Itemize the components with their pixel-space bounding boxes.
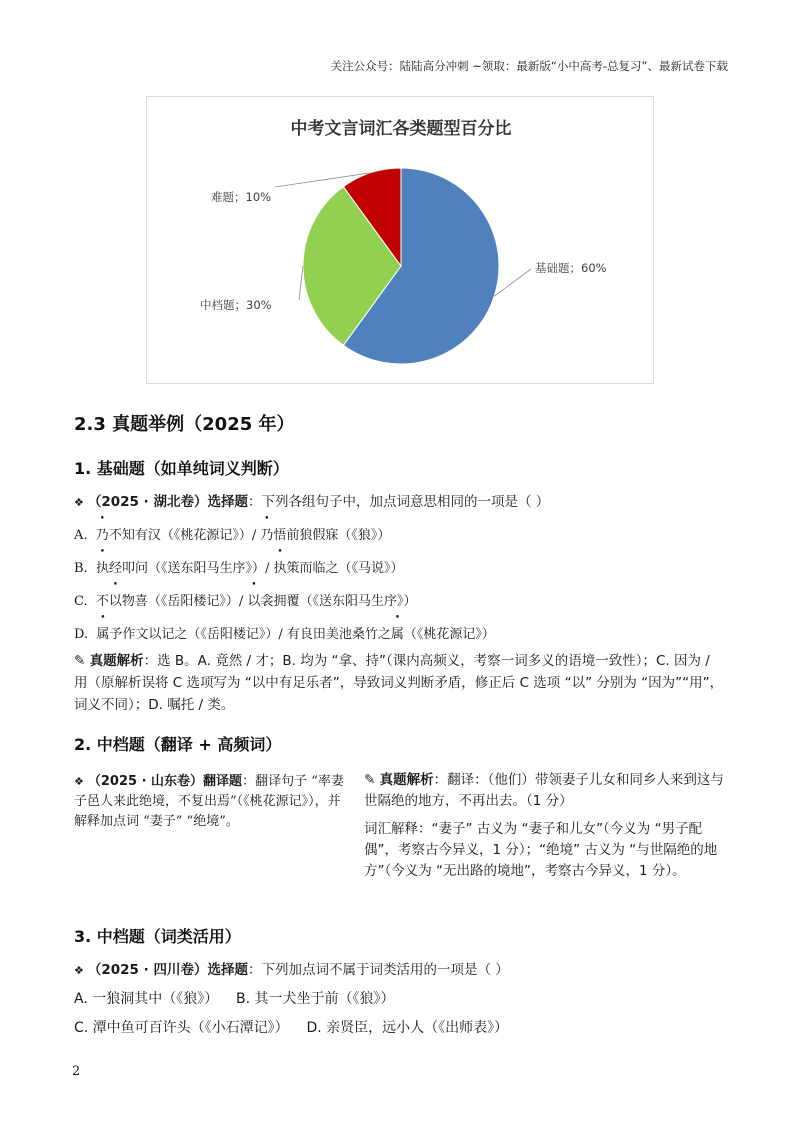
q2-analysis: ✎ 真题解析：翻译：（他们）带领妻子儿女和同乡人来到这与世隔绝的地方，不再出去。（1 分） 词汇解释：“妻子” 古义为 “妻子和儿女”（今义为 “男子配偶”，考察古今异义，1 分）；“绝境” 古义为 “与世隔绝的地方”（今义为 “无出路的境地”，考察古今异义，1 分）。 <box>364 770 728 889</box>
q1-option-a: A. 乃不知有汉（《桃花源记》）/ 乃悟前狼假寐（《狼》） <box>74 528 391 543</box>
page-header: 关注公众号：陆陆高分冲刺 ~领取：最新版“小中高考-总复习”、最新试卷下载 <box>330 59 728 73</box>
section-title: 2.3 真题举例（2025 年） <box>74 414 295 435</box>
dotted-char: 执 <box>95 561 109 576</box>
chart-title: 中考文言词汇各类题型百分比 <box>290 119 512 139</box>
q1-option-d: D. 属予作文以记之（《岳阳楼记》）/ 有良田美池桑竹之属（《桃花源记》） <box>74 627 495 642</box>
q1-source: （2025 · 湖北卷）选择题 <box>87 494 248 510</box>
q1-question <box>74 490 549 510</box>
dotted-char: 乃 <box>95 528 109 543</box>
dotted-char: 乃 <box>260 528 274 543</box>
q1-option-c: C. 不以物喜（《岳阳楼记》）/ 以衾拥覆（《送东阳马生序》） <box>74 594 417 609</box>
q3-option-a: A. 一狼洞其中（《狼》） <box>74 991 219 1007</box>
pie-chart-svg <box>147 97 655 385</box>
q2-heading: 2. 中档题（翻译 + 高频词） <box>74 735 282 754</box>
q3-options-row1 <box>74 988 395 1008</box>
dotted-char: 属 <box>96 627 110 642</box>
q1-heading: 1. 基础题（如单纯词义判断） <box>74 459 289 478</box>
q3-options-row2 <box>74 1017 508 1037</box>
dotted-char: 执 <box>273 561 287 576</box>
dotted-char: 以 <box>108 594 122 609</box>
dotted-char: 属 <box>390 627 404 642</box>
pie-label-基础题: 基础题；60% <box>535 261 607 275</box>
q2-question: ❖ （2025 · 山东卷）翻译题：翻译句子 “率妻子邑人来此绝境，不复出焉”（《桃花源记》），并解释加点词 “妻子” “绝境”。 <box>74 774 344 829</box>
q3-heading: 3. 中档题（词类活用） <box>74 927 241 946</box>
page-number: 2 <box>72 1064 81 1079</box>
pie-label-难题: 难题；10% <box>211 190 272 204</box>
pie-chart <box>146 96 654 384</box>
q1-analysis: ✎ 真题解析：选 B。A. 竟然 / 才；B. 均为 “拿、持”（课内高频义，考察一词多义的语境一致性）；C. 因为 / 用（原解析误将 C 选项写为 “以中有足乐者”，导致词义判断矛盾，修正后 C 选项 “以” 分别为 “因为”“用”，词义不同）；D. 嘱托 / 类。 <box>74 653 724 713</box>
diamond-icon: ❖ <box>74 496 84 509</box>
pie-label-中档题: 中档题；30% <box>200 298 272 312</box>
pencil-icon: ✎ <box>364 772 376 788</box>
q3-question: ❖ （2025 · 四川卷）选择题：下列加点词不属于词类活用的一项是（ ） <box>74 962 509 978</box>
diamond-icon: ❖ <box>74 964 84 977</box>
q1-option-b: B. 执经叩问（《送东阳马生序》）/ 执策而临之（《马说》） <box>74 561 404 576</box>
q3-option-b: B. 其一犬坐于前（《狼》） <box>236 991 395 1007</box>
leader-line-中档题 <box>299 266 303 300</box>
pencil-icon: ✎ <box>74 653 86 669</box>
diamond-icon: ❖ <box>74 775 84 788</box>
q3-option-c: C. 潭中鱼可百许头（《小石潭记》） <box>74 1020 289 1036</box>
q2-vocab: 词汇解释：“妻子” 古义为 “妻子和儿女”（今义为 “男子配偶”，考察古今异义，1 分）；“绝境” 古义为 “与世隔绝的地方”（今义为 “无出路的境地”，考察古今异义，1 分）。 <box>364 821 718 879</box>
leader-line-基础题 <box>494 269 531 296</box>
q1-stem: ：下列各组句子中，加点词意思相同的一项是（ ） <box>247 494 550 510</box>
dotted-char: 以 <box>247 594 261 609</box>
q3-option-d: D. 亲贤臣，远小人（《出师表》） <box>306 1020 509 1036</box>
